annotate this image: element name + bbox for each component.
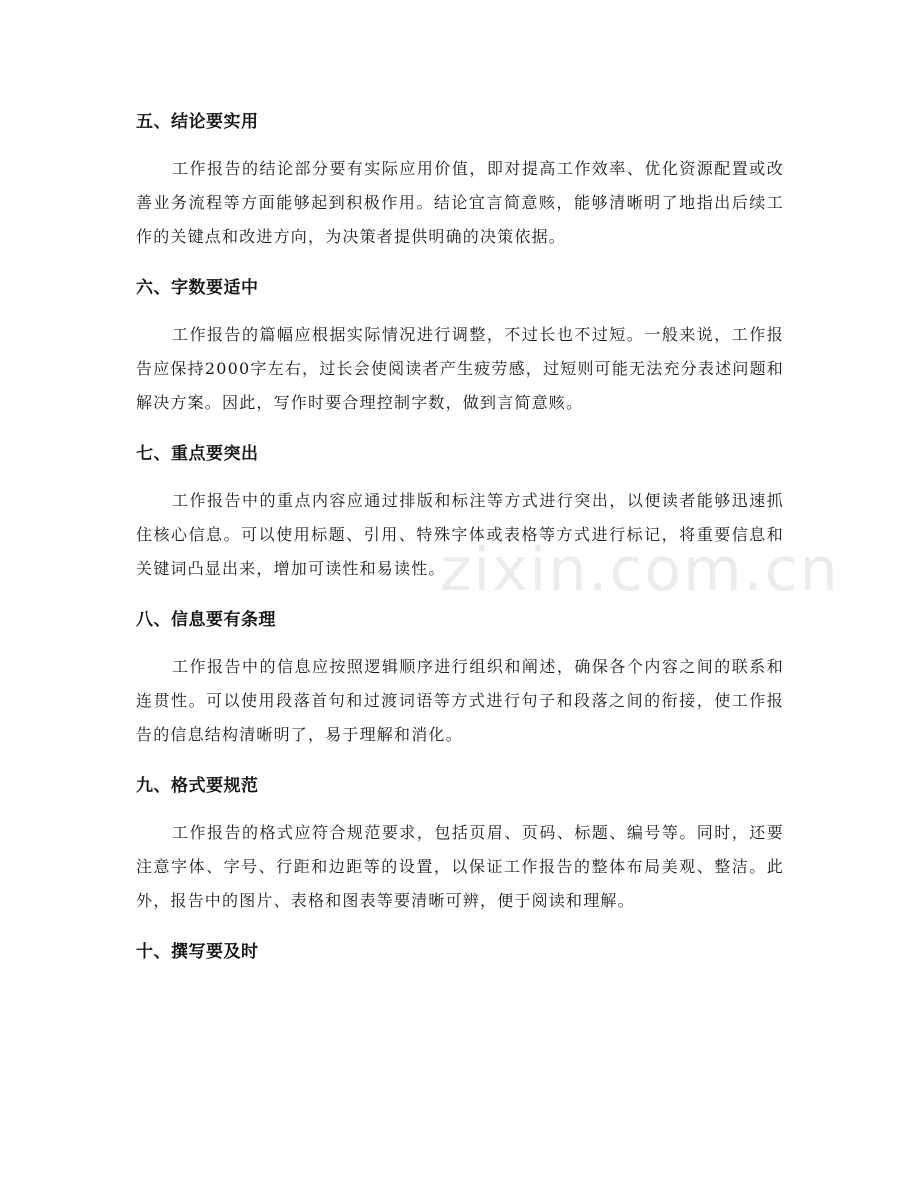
section-9 xyxy=(136,768,784,918)
section-7 xyxy=(136,436,784,586)
section-10 xyxy=(136,934,784,970)
section-paragraph: 工作报告中的信息应按照逻辑顺序进行组织和阐述，确保各个内容之间的联系和连贯性。可以使用段落首句和过渡词语等方式进行句子和段落之间的衔接，使工作报告的信息结构清晰明了，易于理解和消化。 xyxy=(136,657,784,744)
section-paragraph: 工作报告的格式应符合规范要求，包括页眉、页码、标题、编号等。同时，还要注意字体、字号、行距和边距等的设置，以保证工作报告的整体布局美观、整洁。此外，报告中的图片、表格和图表等要清晰可辨，便于阅读和理解。 xyxy=(136,823,784,910)
section-8 xyxy=(136,602,784,752)
watermark: zixin.com.cn xyxy=(440,535,840,605)
section-heading: 八、信息要有条理 xyxy=(136,610,276,630)
section-heading: 六、字数要适中 xyxy=(136,278,259,298)
section-6 xyxy=(136,270,784,420)
section-heading: 五、结论要实用 xyxy=(136,112,259,132)
section-paragraph: 工作报告的篇幅应根据实际情况进行调整，不过长也不过短。一般来说，工作报告应保持2000字左右，过长会使阅读者产生疲劳感，过短则可能无法充分表述问题和解决方案。因此，写作时要合理控制字数，做到言简意赅。 xyxy=(136,325,784,412)
document-body xyxy=(136,104,784,982)
section-paragraph: 工作报告的结论部分要有实际应用价值，即对提高工作效率、优化资源配置或改善业务流程等方面能够起到积极作用。结论宜言简意赅，能够清晰明了地指出后续工作的关键点和改进方向，为决策者提供明确的决策依据。 xyxy=(136,159,784,246)
section-heading: 十、撰写要及时 xyxy=(136,942,259,962)
section-heading: 九、格式要规范 xyxy=(136,776,259,796)
section-5 xyxy=(136,104,784,254)
section-paragraph: 工作报告中的重点内容应通过排版和标注等方式进行突出，以便读者能够迅速抓住核心信息。可以使用标题、引用、特殊字体或表格等方式进行标记，将重要信息和关键词凸显出来，增加可读性和易读性。 xyxy=(136,491,784,578)
section-heading: 七、重点要突出 xyxy=(136,444,259,464)
